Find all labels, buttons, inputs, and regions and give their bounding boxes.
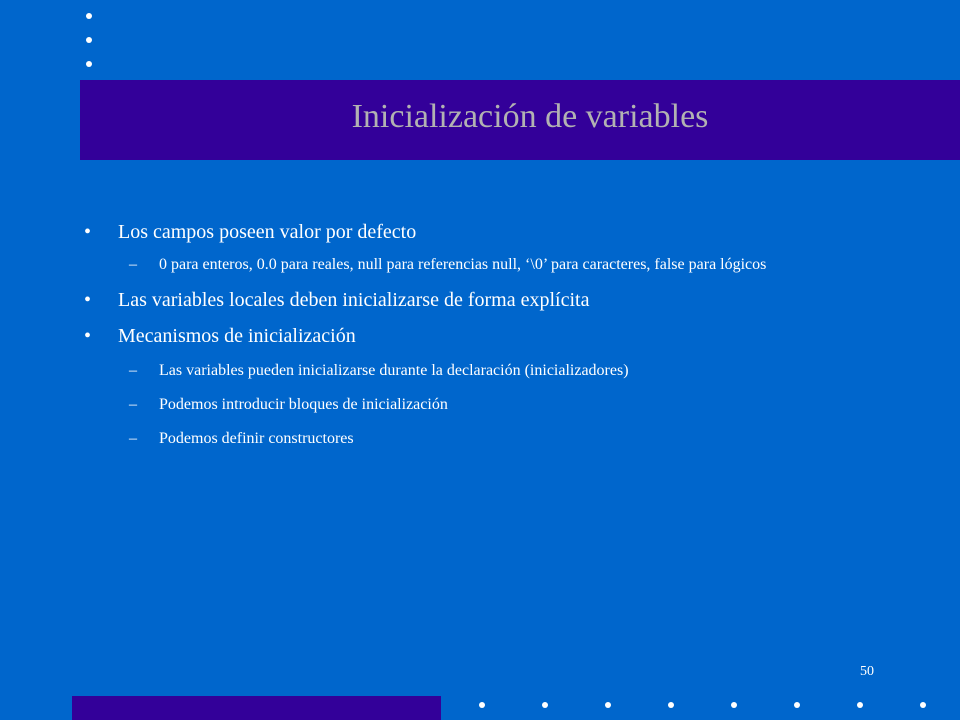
dash-icon: – bbox=[129, 256, 137, 273]
sub-bullet-item bbox=[84, 254, 904, 276]
decor-dot bbox=[794, 702, 800, 708]
bullet-text: Las variables locales deben inicializarse de forma explícita bbox=[118, 289, 590, 311]
sub-bullet-item bbox=[84, 394, 904, 416]
bullet-icon: • bbox=[84, 221, 92, 243]
slide-title: Inicialización de variables bbox=[351, 98, 709, 135]
decor-dot bbox=[731, 702, 737, 708]
decor-dot bbox=[605, 702, 611, 708]
dash-icon: – bbox=[129, 430, 137, 447]
bullet-item bbox=[84, 324, 904, 348]
bullet-icon: • bbox=[84, 289, 92, 311]
bullet-text: Mecanismos de inicialización bbox=[118, 325, 356, 347]
decor-dot bbox=[542, 702, 548, 708]
decor-dot bbox=[479, 702, 485, 708]
dash-icon: – bbox=[129, 396, 137, 413]
title-band bbox=[80, 80, 960, 160]
decor-dot bbox=[86, 13, 92, 19]
dash-icon: – bbox=[129, 362, 137, 379]
bullet-icon: • bbox=[84, 325, 92, 347]
decor-dot bbox=[920, 702, 926, 708]
page-number: 50 bbox=[860, 664, 874, 679]
slide-content bbox=[84, 214, 904, 450]
sub-bullet-text: Podemos definir constructores bbox=[159, 430, 354, 447]
bottom-band bbox=[72, 696, 441, 720]
bullet-item bbox=[84, 220, 904, 244]
bullet-text: Los campos poseen valor por defecto bbox=[118, 221, 417, 243]
sub-bullet-item bbox=[84, 360, 904, 382]
decor-dot bbox=[857, 702, 863, 708]
sub-bullet-text: Las variables pueden inicializarse durante la declaración (inicializadores) bbox=[159, 362, 629, 379]
decor-dot bbox=[668, 702, 674, 708]
bullet-item bbox=[84, 288, 904, 312]
sub-bullet-text: Podemos introducir bloques de inicialización bbox=[159, 396, 448, 413]
decor-dot bbox=[86, 37, 92, 43]
decor-dot bbox=[86, 61, 92, 67]
sub-bullet-text: 0 para enteros, 0.0 para reales, null para referencias null, ‘\0’ para caracteres, false para lógicos bbox=[159, 256, 767, 273]
sub-bullet-item bbox=[84, 428, 904, 450]
